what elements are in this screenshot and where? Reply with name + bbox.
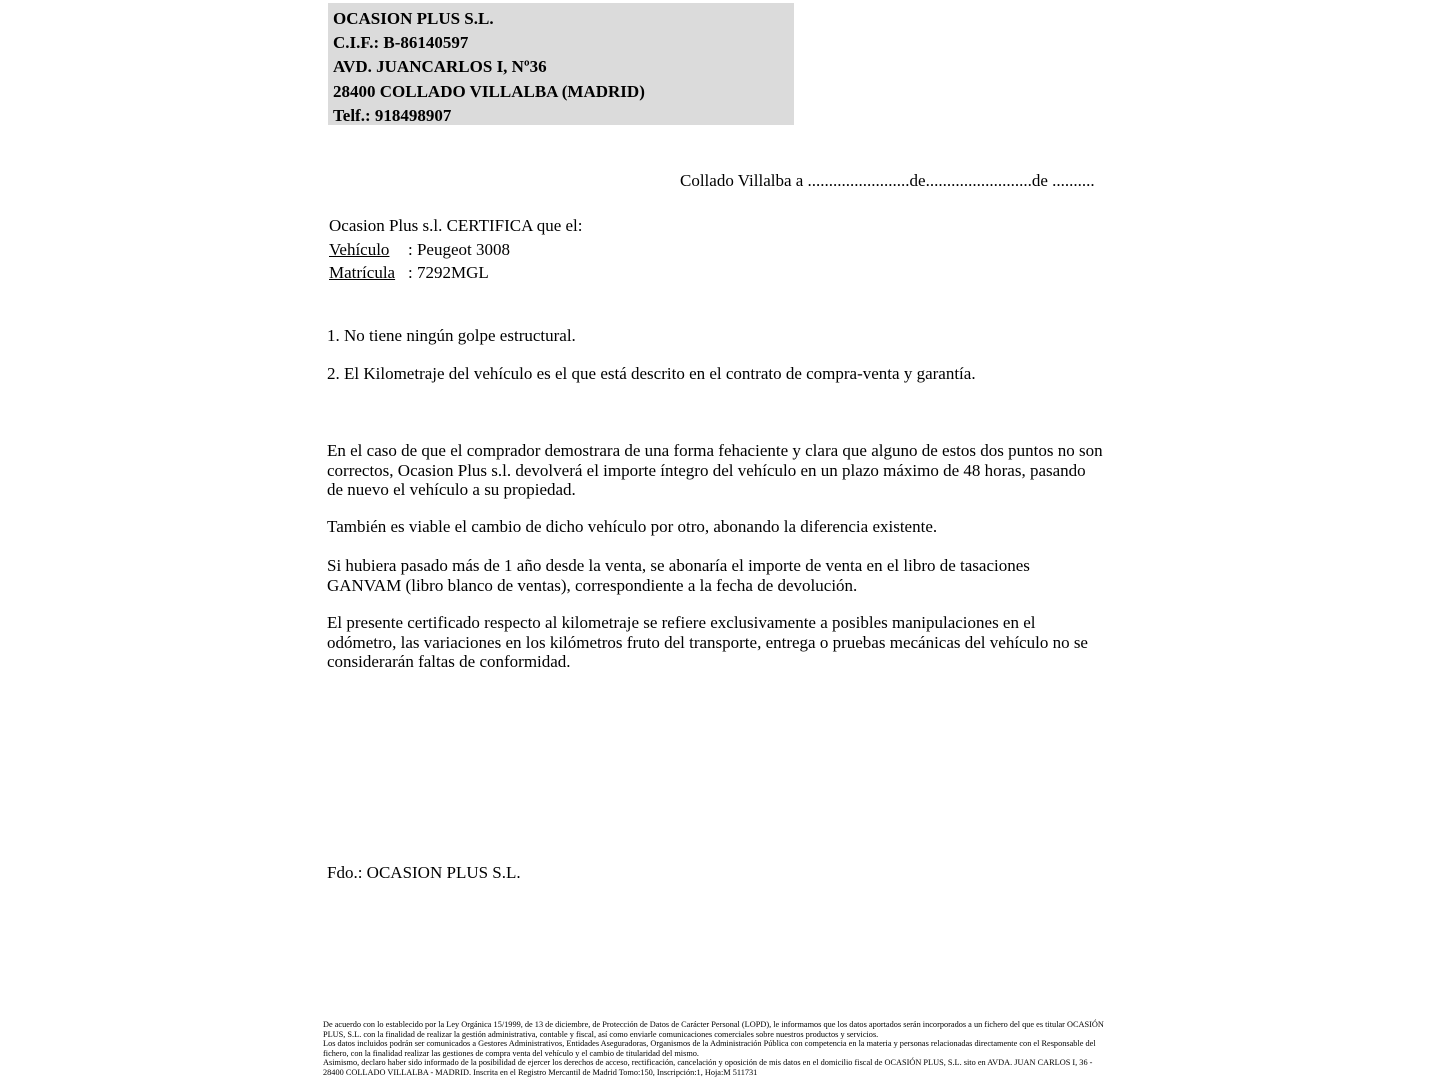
- vehicle-label-wrap: [329, 238, 408, 262]
- legal-footer-paragraph-rights: Asimismo, declaro haber sido informado de la posibilidad de ejercer los derechos de acceso, rectificación, cancelación y oposición de mis datos en el domicilio fiscal de OCASIÓN PLUS, S.L. sito en AVDA. JUAN CARLOS I, 36 - 28400 COLLADO VILLALBA - MADRID. Inscrita en el Registro Mercantil de Madrid Tomo:150, Inscripción:1, Hoja:M 511731: [323, 1058, 1093, 1077]
- vehicle-label: Vehículo: [329, 239, 390, 259]
- company-header-box: [328, 3, 794, 125]
- paragraph-ganvam: Si hubiera pasado más de 1 año desde la venta, se abonaría el importe de venta en el libro de tasaciones GANVAM (libro blanco de ventas), correspondiente a la fecha de devolución.: [327, 556, 1030, 595]
- condition-item-2: 2. El Kilometraje del vehículo es el que está descrito en el contrato de compra-venta y garantía.: [327, 364, 976, 383]
- certification-block: [329, 214, 583, 285]
- paragraph-odometer: El presente certificado respecto al kilometraje se refiere exclusivamente a posibles manipulaciones en el odómetro, las variaciones en los kilómetros fruto del transporte, entrega o pruebas mecánicas del vehículo no se considerarán faltas de conformidad.: [327, 613, 1088, 671]
- plate-line: [329, 261, 583, 285]
- vehicle-line: [329, 238, 583, 262]
- condition-item-1: 1. No tiene ningún golpe estructural.: [327, 326, 576, 345]
- paragraph-refund: En el caso de que el comprador demostrara de una forma fehaciente y clara que alguno de estos dos puntos no son correctos, Ocasion Plus s.l. devolverá el importe íntegro del vehículo en un plazo máximo de 48 horas, pasando de nuevo el vehículo a su propiedad.: [327, 441, 1103, 499]
- plate-label: Matrícula: [329, 263, 396, 283]
- company-city: 28400 COLLADO VILLALBA (MADRID): [333, 81, 645, 101]
- paragraph-exchange: También es viable el cambio de dicho vehículo por otro, abonando la diferencia existente.: [327, 517, 938, 536]
- signature-line: Fdo.: OCASION PLUS S.L.: [327, 863, 521, 882]
- certify-intro: Ocasion Plus s.l. CERTIFICA que el:: [329, 216, 583, 235]
- legal-footer: [323, 1020, 1111, 1078]
- legal-footer-paragraph-data-sharing: Los datos incluidos podrán ser comunicados a Gestores Administrativos, Entidades Aseguradoras, Organismos de la Administración Pública con competencia en la materia y personas relacionadas directamente con el Responsable del fichero, con la finalidad realizar las gestiones de compra venta del vehículo y el cambio de titularidad del mismo.: [323, 1039, 1096, 1058]
- vehicle-value: : Peugeot 3008: [408, 239, 510, 259]
- legal-footer-paragraph-lopd: De acuerdo con lo establecido por la Ley Orgánica 15/1999, de 13 de diciembre, de Protección de Datos de Carácter Personal (LOPD), le informamos que los datos aportados serán incorporados a un fichero del que es titular OCASIÓN PLUS, S.L. con la finalidad de realizar la gestión administrativa, contable y fiscal, así como enviarle comunicaciones comerciales sobre nuestros productos y servicios.: [323, 1020, 1104, 1039]
- company-name: OCASION PLUS S.L.: [333, 9, 494, 28]
- date-fill-in-line: Collado Villalba a ........................de.........................de ..........: [680, 171, 1095, 190]
- company-phone: Telf.: 918498907: [333, 105, 452, 125]
- plate-value: : 7292MGL: [408, 263, 489, 283]
- company-cif: C.I.F.: B-86140597: [333, 33, 469, 53]
- plate-label-wrap: [329, 261, 408, 285]
- company-address: AVD. JUANCARLOS I, Nº36: [333, 57, 547, 77]
